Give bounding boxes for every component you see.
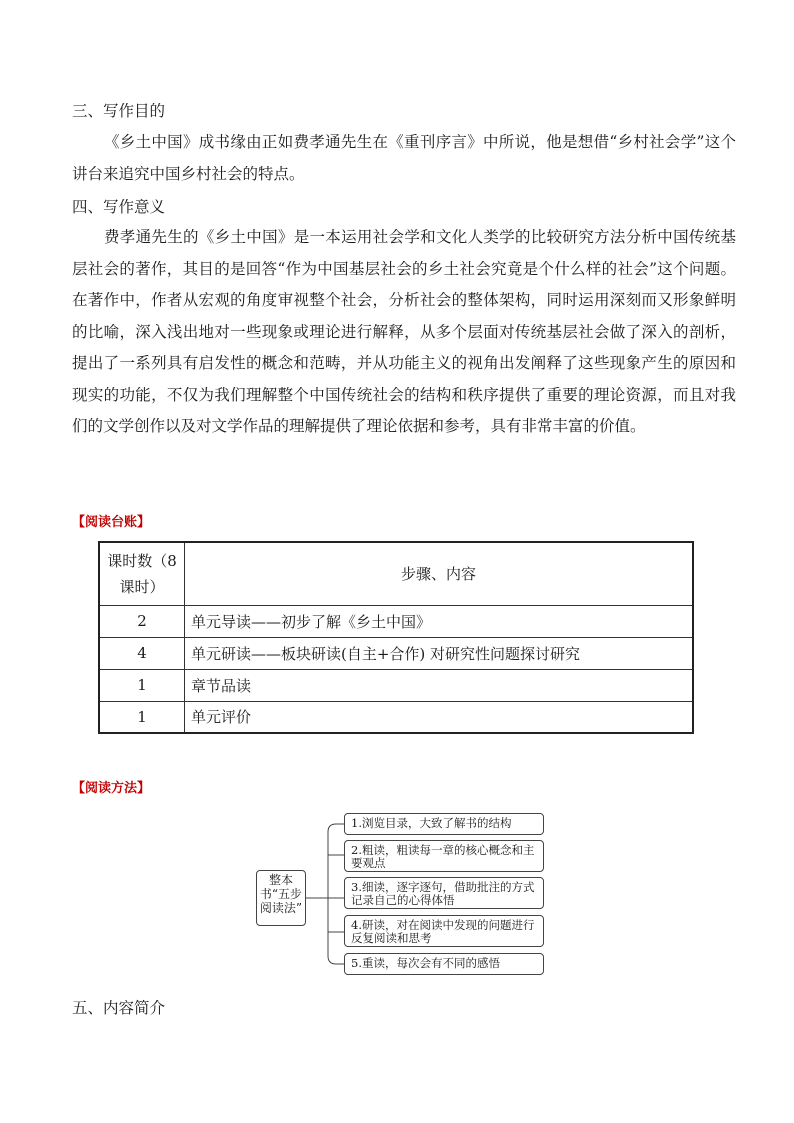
ledger-tag: 【阅读台账】: [72, 515, 151, 530]
row-hours: 4: [99, 637, 185, 669]
section3-heading: 三、写作目的: [72, 102, 166, 120]
section4-heading: 四、写作意义: [72, 198, 166, 216]
method-root-node: 整本书“五步阅读法”: [256, 870, 306, 926]
header-content: 步骤、内容: [185, 542, 694, 605]
methods-tag: 【阅读方法】: [72, 781, 151, 796]
section4-paragraph: 费孝通先生的《乡土中国》是一本运用社会学和文化人类学的比较研究方法分析中国传统基层社会的著作，其目的是回答“作为中国基层社会的乡土社会究竟是个什么样的社会”这个问题。在著作中，作者从宏观的角度审视整个社会，分析社会的整体架构，同时运用深刻而又形象鲜明的比喻，深入浅出地对一些现象或理论进行解释，从多个层面对传统基层社会做了深入的剖析，提出了一系列具有启发性的概念和范畴，并从功能主义的视角出发阐释了这些现象产生的原因和现实的功能，不仅为我们理解整个中国传统社会的结构和秩序提供了重要的理论资源，而且对我们的文学创作以及对文学作品的理解提供了理论依据和参考，具有非常丰富的价值。: [72, 228, 736, 435]
row-hours: 1: [99, 669, 185, 701]
row-content: 单元导读——初步了解《乡土中国》: [185, 605, 694, 637]
row-content: 章节品读: [185, 669, 694, 701]
reading-ledger-table: [98, 541, 694, 734]
header-hours: 课时数（8课时）: [99, 542, 185, 605]
bracket-connector: [328, 824, 336, 964]
section3-paragraph: 《乡土中国》成书缘由正如费孝通先生在《重刊序言》中所说，他是想借“乡村社会学”这个讲台来追究中国乡村社会的特点。: [72, 133, 736, 183]
row-hours: 2: [99, 605, 185, 637]
table-row: [99, 701, 693, 733]
row-content: 单元研读——板块研读(自主+合作) 对研究性问题探讨研究: [185, 637, 694, 669]
table-row: [99, 669, 693, 701]
table-header-row: [99, 542, 693, 605]
tree-connectors: [300, 810, 350, 970]
row-hours: 1: [99, 701, 185, 733]
method-step-3: 3.细读，逐字逐句，借助批注的方式记录自己的心得体悟: [344, 877, 544, 909]
method-step-2: 2.粗读，粗读每一章的核心概念和主要观点: [344, 840, 544, 872]
row-content: 单元评价: [185, 701, 694, 733]
table-row: [99, 605, 693, 637]
method-step-5: 5.重读，每次会有不同的感悟: [344, 953, 544, 975]
method-step-4: 4.研读，对在阅读中发现的问题进行反复阅读和思考: [344, 915, 544, 947]
method-step-1: 1.浏览目录，大致了解书的结构: [344, 813, 544, 835]
section5-heading: 五、内容简介: [72, 999, 166, 1017]
table-row: [99, 637, 693, 669]
